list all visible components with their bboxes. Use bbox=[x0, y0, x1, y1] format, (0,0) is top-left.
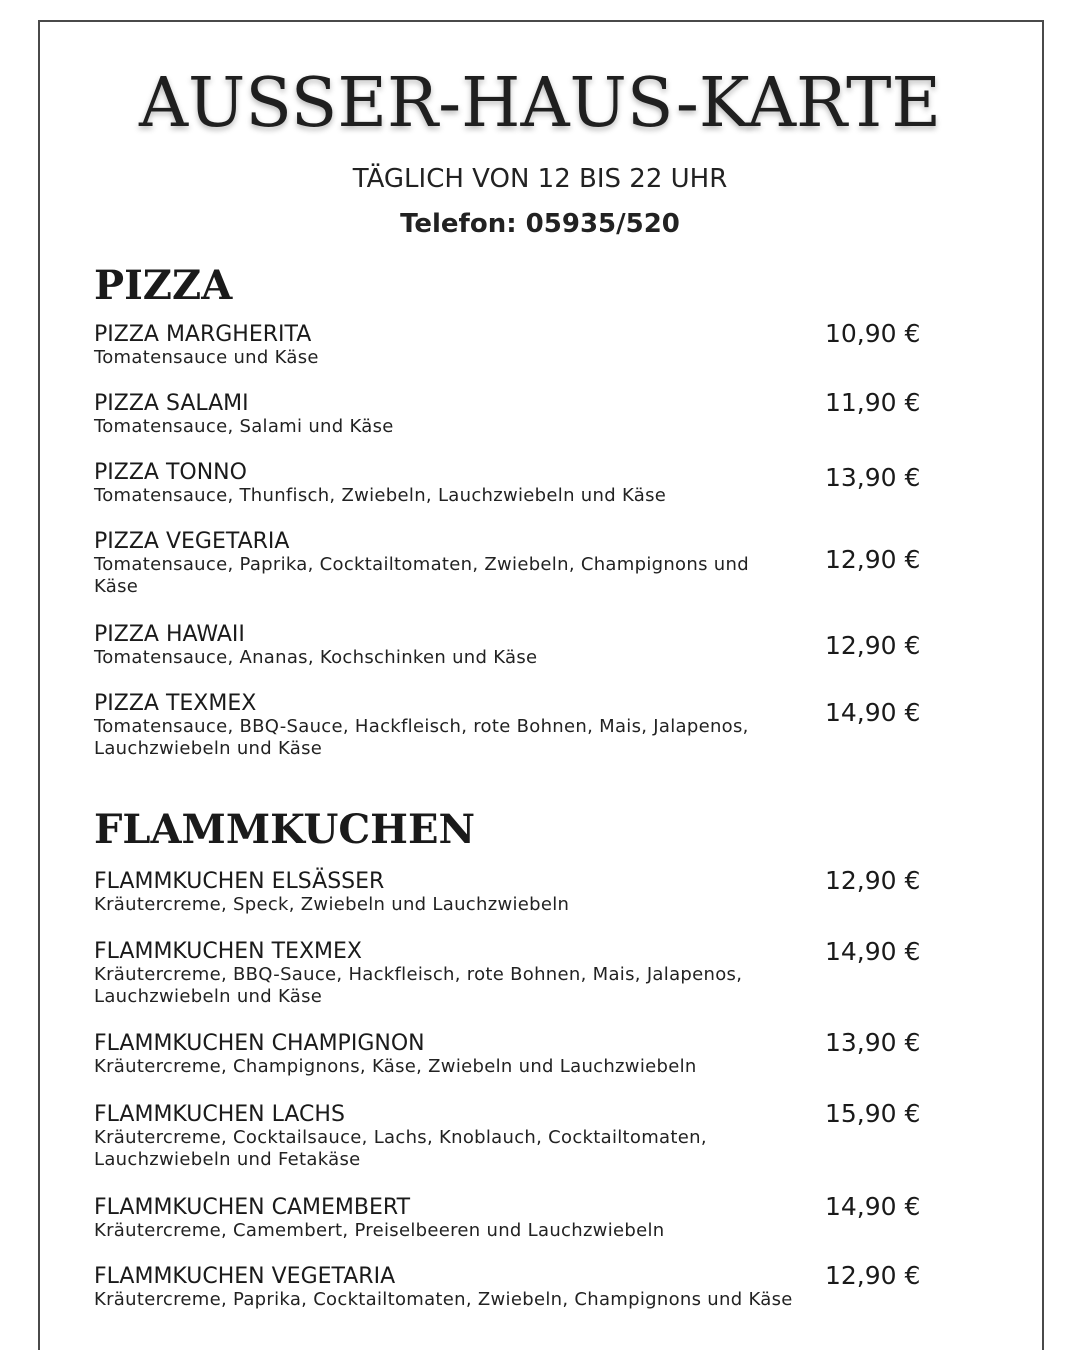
item-price: 14,90 € bbox=[825, 698, 921, 727]
item-name: PIZZA MARGHERITA bbox=[94, 322, 312, 347]
item-name: PIZZA TEXMEX bbox=[94, 691, 257, 716]
item-price: 13,90 € bbox=[825, 463, 921, 492]
menu-item bbox=[94, 1099, 944, 1171]
item-description: Kräutercreme, Champignons, Käse, Zwiebeln und Lauchzwiebeln bbox=[94, 1056, 697, 1077]
item-price: 11,90 € bbox=[825, 388, 921, 417]
menu-item bbox=[94, 461, 944, 507]
item-name: FLAMMKUCHEN LACHS bbox=[94, 1102, 345, 1127]
menu-item bbox=[94, 1028, 944, 1078]
item-description: Tomatensauce, Salami und Käse bbox=[94, 416, 394, 437]
item-description: Tomatensauce, Ananas, Kochschinken und Käse bbox=[94, 647, 538, 668]
item-name: FLAMMKUCHEN TEXMEX bbox=[94, 939, 362, 964]
item-name: PIZZA HAWAII bbox=[94, 622, 245, 647]
item-price: 12,90 € bbox=[825, 1261, 921, 1290]
item-price: 14,90 € bbox=[825, 1192, 921, 1221]
item-name: FLAMMKUCHEN VEGETARIA bbox=[94, 1264, 396, 1289]
item-price: 10,90 € bbox=[825, 319, 921, 348]
menu-item bbox=[94, 388, 944, 438]
item-description: Kräutercreme, Camembert, Preiselbeeren und Lauchzwiebeln bbox=[94, 1220, 665, 1241]
item-description: Kräutercreme, Paprika, Cocktailtomaten, Zwiebeln, Champignons und Käse bbox=[94, 1289, 793, 1310]
opening-hours: TÄGLICH VON 12 BIS 22 UHR bbox=[352, 164, 728, 194]
item-name: PIZZA VEGETARIA bbox=[94, 529, 290, 554]
item-price: 13,90 € bbox=[825, 1028, 921, 1057]
menu-item bbox=[94, 937, 944, 1008]
phone-number: Telefon: 05935/520 bbox=[400, 209, 680, 239]
item-description: Tomatensauce, BBQ-Sauce, Hackfleisch, rote Bohnen, Mais, Jalapenos, Lauchzwiebeln und Käse bbox=[94, 716, 749, 759]
item-description: Tomatensauce und Käse bbox=[94, 347, 319, 368]
menu-item bbox=[94, 692, 944, 760]
menu-item bbox=[94, 319, 944, 369]
section-title-flammkuchen: FLAMMKUCHEN bbox=[94, 806, 476, 853]
item-price: 12,90 € bbox=[825, 631, 921, 660]
menu-item bbox=[94, 623, 944, 669]
menu-item bbox=[94, 866, 944, 916]
menu-item bbox=[94, 1192, 944, 1242]
item-description: Kräutercreme, Cocktailsauce, Lachs, Knoblauch, Cocktailtomaten, Lauchzwiebeln und Fetakäse bbox=[94, 1127, 707, 1170]
page-title: AUSSER-HAUS-KARTE bbox=[138, 64, 942, 143]
section-title-pizza: PIZZA bbox=[94, 262, 233, 309]
item-name: FLAMMKUCHEN CAMEMBERT bbox=[94, 1195, 411, 1220]
item-price: 14,90 € bbox=[825, 937, 921, 966]
item-price: 15,90 € bbox=[825, 1099, 921, 1128]
item-price: 12,90 € bbox=[825, 545, 921, 574]
item-description: Kräutercreme, BBQ-Sauce, Hackfleisch, rote Bohnen, Mais, Jalapenos, Lauchzwiebeln und Käse bbox=[94, 964, 743, 1007]
item-description: Tomatensauce, Paprika, Cocktailtomaten, Zwiebeln, Champignons und Käse bbox=[94, 554, 749, 597]
item-name: FLAMMKUCHEN CHAMPIGNON bbox=[94, 1031, 425, 1056]
item-price: 12,90 € bbox=[825, 866, 921, 895]
item-description: Tomatensauce, Thunfisch, Zwiebeln, Lauchzwiebeln und Käse bbox=[94, 485, 667, 506]
menu-item bbox=[94, 530, 944, 598]
item-description: Kräutercreme, Speck, Zwiebeln und Lauchzwiebeln bbox=[94, 894, 570, 915]
item-name: PIZZA SALAMI bbox=[94, 391, 249, 416]
item-name: FLAMMKUCHEN ELSÄSSER bbox=[94, 869, 385, 894]
item-name: PIZZA TONNO bbox=[94, 460, 247, 485]
menu-item bbox=[94, 1261, 944, 1311]
